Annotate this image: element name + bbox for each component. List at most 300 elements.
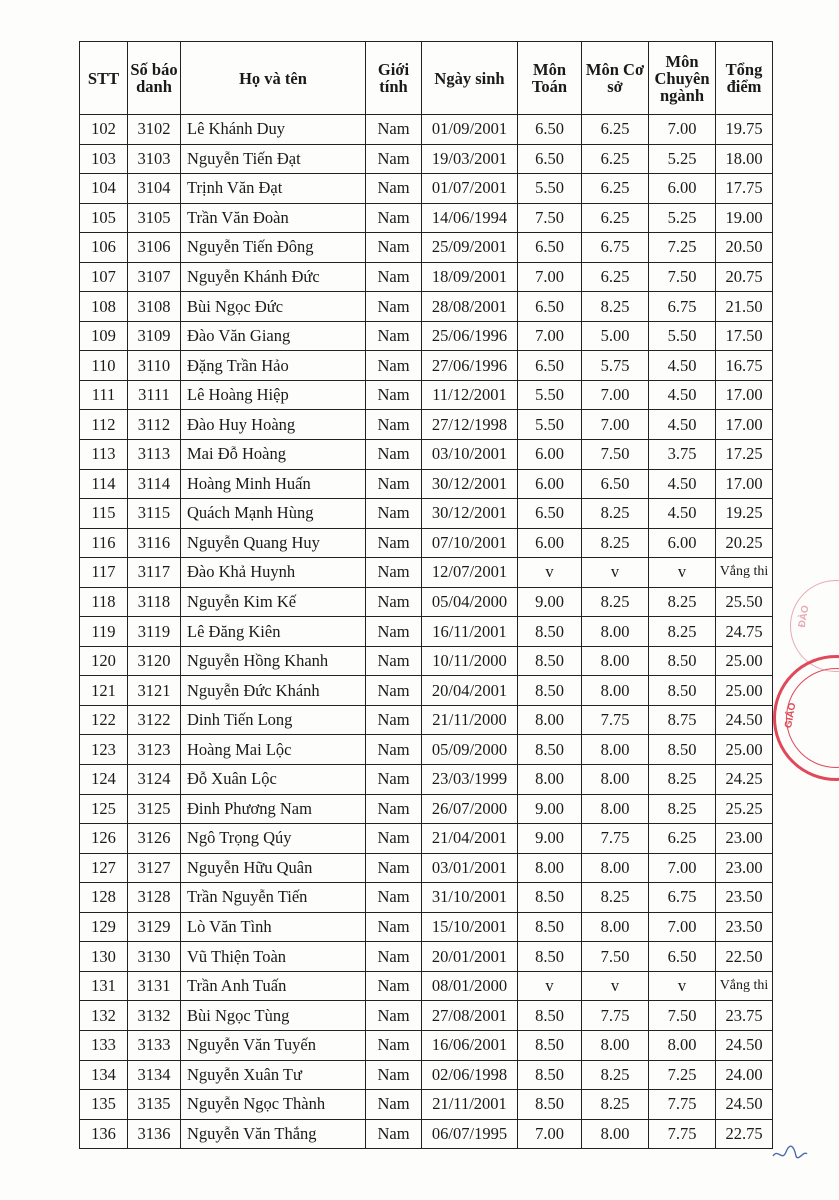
cell-sbd: 3115: [128, 499, 181, 529]
header-name: Họ và tên: [181, 42, 366, 115]
cell-total: 23.75: [716, 1001, 773, 1031]
cell-coso: 8.00: [582, 853, 649, 883]
cell-stt: 112: [80, 410, 128, 440]
cell-stt: 122: [80, 705, 128, 735]
cell-coso: 7.75: [582, 1001, 649, 1031]
cell-dob: 27/08/2001: [422, 1001, 518, 1031]
cell-name: Hoàng Mai Lộc: [181, 735, 366, 765]
cell-sbd: 3117: [128, 558, 181, 588]
cell-toan: 8.50: [518, 883, 582, 913]
cell-name: Lê Đăng Kiên: [181, 617, 366, 647]
cell-sbd: 3120: [128, 646, 181, 676]
cell-total: 19.25: [716, 499, 773, 529]
header-chuyennganh: Môn Chuyên ngành: [649, 42, 716, 115]
cell-sbd: 3113: [128, 440, 181, 470]
cell-stt: 117: [80, 558, 128, 588]
table-row: [80, 765, 773, 795]
cell-total: 25.00: [716, 676, 773, 706]
cell-dob: 19/03/2001: [422, 144, 518, 174]
cell-stt: 111: [80, 380, 128, 410]
cell-sbd: 3124: [128, 765, 181, 795]
table-body: [80, 115, 773, 1149]
cell-name: Nguyễn Đức Khánh: [181, 676, 366, 706]
cell-sbd: 3112: [128, 410, 181, 440]
header-gender: Giới tính: [366, 42, 422, 115]
cell-sbd: 3102: [128, 115, 181, 145]
cell-chuyennganh: 7.25: [649, 233, 716, 263]
cell-stt: 121: [80, 676, 128, 706]
cell-gender: Nam: [366, 321, 422, 351]
cell-toan: 8.50: [518, 617, 582, 647]
cell-total: 17.00: [716, 469, 773, 499]
table-row: [80, 115, 773, 145]
cell-dob: 03/01/2001: [422, 853, 518, 883]
cell-total: 23.00: [716, 853, 773, 883]
cell-total: 25.25: [716, 794, 773, 824]
table-row: [80, 380, 773, 410]
cell-name: Lò Văn Tình: [181, 912, 366, 942]
cell-chuyennganh: 7.75: [649, 1090, 716, 1120]
table-row: [80, 440, 773, 470]
signature-mark: [770, 1142, 810, 1164]
cell-stt: 109: [80, 321, 128, 351]
cell-stt: 133: [80, 1030, 128, 1060]
cell-stt: 107: [80, 262, 128, 292]
cell-chuyennganh: 8.50: [649, 676, 716, 706]
cell-coso: 6.25: [582, 144, 649, 174]
cell-dob: 23/03/1999: [422, 765, 518, 795]
cell-name: Hoàng Minh Huấn: [181, 469, 366, 499]
cell-name: Đinh Phương Nam: [181, 794, 366, 824]
cell-stt: 105: [80, 203, 128, 233]
cell-chuyennganh: 7.50: [649, 1001, 716, 1031]
cell-gender: Nam: [366, 587, 422, 617]
cell-total: 25.50: [716, 587, 773, 617]
cell-chuyennganh: 8.00: [649, 1030, 716, 1060]
cell-sbd: 3122: [128, 705, 181, 735]
cell-gender: Nam: [366, 144, 422, 174]
cell-toan: 6.50: [518, 499, 582, 529]
cell-sbd: 3127: [128, 853, 181, 883]
cell-toan: 9.00: [518, 794, 582, 824]
cell-dob: 31/10/2001: [422, 883, 518, 913]
cell-chuyennganh: 5.50: [649, 321, 716, 351]
cell-dob: 30/12/2001: [422, 469, 518, 499]
cell-gender: Nam: [366, 646, 422, 676]
cell-chuyennganh: 8.25: [649, 587, 716, 617]
cell-stt: 108: [80, 292, 128, 322]
table-row: [80, 853, 773, 883]
cell-toan: 6.50: [518, 233, 582, 263]
cell-gender: Nam: [366, 203, 422, 233]
cell-total: 24.75: [716, 617, 773, 647]
cell-sbd: 3123: [128, 735, 181, 765]
cell-total: Vắng thi: [716, 971, 773, 1001]
table-row: [80, 676, 773, 706]
cell-toan: 8.50: [518, 676, 582, 706]
table-row: [80, 469, 773, 499]
cell-coso: 8.25: [582, 499, 649, 529]
cell-toan: v: [518, 558, 582, 588]
cell-name: Trần Nguyễn Tiến: [181, 883, 366, 913]
cell-name: Nguyễn Khánh Đức: [181, 262, 366, 292]
cell-dob: 03/10/2001: [422, 440, 518, 470]
cell-stt: 103: [80, 144, 128, 174]
cell-gender: Nam: [366, 971, 422, 1001]
cell-chuyennganh: 7.00: [649, 115, 716, 145]
cell-toan: 6.50: [518, 292, 582, 322]
cell-coso: 5.00: [582, 321, 649, 351]
table-row: [80, 1001, 773, 1031]
cell-stt: 134: [80, 1060, 128, 1090]
table-row: [80, 262, 773, 292]
cell-chuyennganh: 4.50: [649, 351, 716, 381]
cell-dob: 08/01/2000: [422, 971, 518, 1001]
cell-sbd: 3125: [128, 794, 181, 824]
cell-stt: 129: [80, 912, 128, 942]
cell-dob: 06/07/1995: [422, 1119, 518, 1149]
cell-gender: Nam: [366, 380, 422, 410]
cell-toan: 5.50: [518, 410, 582, 440]
cell-dob: 21/11/2000: [422, 705, 518, 735]
cell-name: Nguyễn Quang Huy: [181, 528, 366, 558]
cell-dob: 05/04/2000: [422, 587, 518, 617]
header-coso: Môn Cơ sở: [582, 42, 649, 115]
cell-name: Đặng Trần Hảo: [181, 351, 366, 381]
cell-coso: 8.00: [582, 676, 649, 706]
table-row: [80, 942, 773, 972]
cell-dob: 27/12/1998: [422, 410, 518, 440]
cell-coso: 7.00: [582, 410, 649, 440]
table-row: [80, 410, 773, 440]
cell-sbd: 3135: [128, 1090, 181, 1120]
cell-dob: 14/06/1994: [422, 203, 518, 233]
table-row: [80, 646, 773, 676]
table-row: [80, 794, 773, 824]
table-row: [80, 1090, 773, 1120]
cell-total: 20.25: [716, 528, 773, 558]
cell-total: 17.00: [716, 410, 773, 440]
cell-total: 22.75: [716, 1119, 773, 1149]
cell-coso: 8.00: [582, 794, 649, 824]
cell-total: 17.25: [716, 440, 773, 470]
cell-name: Quách Mạnh Hùng: [181, 499, 366, 529]
cell-gender: Nam: [366, 292, 422, 322]
cell-stt: 126: [80, 824, 128, 854]
cell-sbd: 3121: [128, 676, 181, 706]
cell-sbd: 3108: [128, 292, 181, 322]
table-row: [80, 351, 773, 381]
cell-total: 25.00: [716, 735, 773, 765]
cell-toan: 6.00: [518, 528, 582, 558]
cell-coso: 8.00: [582, 735, 649, 765]
cell-gender: Nam: [366, 1119, 422, 1149]
cell-sbd: 3116: [128, 528, 181, 558]
cell-toan: 7.00: [518, 1119, 582, 1149]
cell-gender: Nam: [366, 558, 422, 588]
cell-chuyennganh: 5.25: [649, 144, 716, 174]
cell-stt: 120: [80, 646, 128, 676]
cell-chuyennganh: 7.50: [649, 262, 716, 292]
cell-coso: 6.50: [582, 469, 649, 499]
cell-gender: Nam: [366, 1001, 422, 1031]
table-row: [80, 883, 773, 913]
cell-dob: 25/09/2001: [422, 233, 518, 263]
cell-stt: 119: [80, 617, 128, 647]
cell-total: 24.50: [716, 1030, 773, 1060]
cell-gender: Nam: [366, 883, 422, 913]
official-stamp: [773, 655, 839, 781]
cell-name: Đào Khả Huynh: [181, 558, 366, 588]
cell-gender: Nam: [366, 853, 422, 883]
table-row: [80, 735, 773, 765]
cell-gender: Nam: [366, 794, 422, 824]
table-row: [80, 558, 773, 588]
cell-stt: 115: [80, 499, 128, 529]
table-row: [80, 1119, 773, 1149]
cell-name: Nguyễn Hữu Quân: [181, 853, 366, 883]
cell-toan: 8.50: [518, 942, 582, 972]
cell-gender: Nam: [366, 528, 422, 558]
cell-name: Trần Văn Đoàn: [181, 203, 366, 233]
cell-gender: Nam: [366, 410, 422, 440]
cell-sbd: 3130: [128, 942, 181, 972]
cell-total: 24.50: [716, 705, 773, 735]
cell-sbd: 3109: [128, 321, 181, 351]
cell-sbd: 3106: [128, 233, 181, 263]
cell-sbd: 3114: [128, 469, 181, 499]
cell-coso: 7.50: [582, 440, 649, 470]
cell-gender: Nam: [366, 469, 422, 499]
cell-total: 21.50: [716, 292, 773, 322]
cell-name: Nguyễn Xuân Tư: [181, 1060, 366, 1090]
cell-chuyennganh: 6.75: [649, 883, 716, 913]
cell-coso: 8.25: [582, 528, 649, 558]
cell-stt: 110: [80, 351, 128, 381]
cell-dob: 12/07/2001: [422, 558, 518, 588]
cell-chuyennganh: 3.75: [649, 440, 716, 470]
cell-total: 18.00: [716, 144, 773, 174]
cell-coso: 8.25: [582, 1090, 649, 1120]
table-row: [80, 499, 773, 529]
cell-stt: 132: [80, 1001, 128, 1031]
cell-toan: 9.00: [518, 824, 582, 854]
cell-stt: 104: [80, 174, 128, 204]
cell-total: 17.75: [716, 174, 773, 204]
stamp-text: GIÁO: [783, 701, 799, 730]
table-row: [80, 144, 773, 174]
cell-chuyennganh: 8.25: [649, 617, 716, 647]
cell-coso: 6.75: [582, 233, 649, 263]
cell-gender: Nam: [366, 115, 422, 145]
cell-gender: Nam: [366, 262, 422, 292]
cell-sbd: 3111: [128, 380, 181, 410]
header-sbd: Số báo danh: [128, 42, 181, 115]
cell-toan: 8.50: [518, 1090, 582, 1120]
cell-toan: v: [518, 971, 582, 1001]
cell-coso: 7.75: [582, 824, 649, 854]
cell-dob: 07/10/2001: [422, 528, 518, 558]
cell-toan: 6.50: [518, 351, 582, 381]
cell-toan: 8.00: [518, 765, 582, 795]
cell-sbd: 3103: [128, 144, 181, 174]
cell-sbd: 3128: [128, 883, 181, 913]
cell-dob: 18/09/2001: [422, 262, 518, 292]
cell-name: Nguyễn Văn Thắng: [181, 1119, 366, 1149]
cell-gender: Nam: [366, 676, 422, 706]
cell-chuyennganh: 8.50: [649, 646, 716, 676]
cell-gender: Nam: [366, 705, 422, 735]
cell-gender: Nam: [366, 233, 422, 263]
cell-sbd: 3104: [128, 174, 181, 204]
cell-chuyennganh: 4.50: [649, 410, 716, 440]
table-row: [80, 528, 773, 558]
cell-coso: 6.25: [582, 203, 649, 233]
cell-toan: 7.50: [518, 203, 582, 233]
cell-name: Đỗ Xuân Lộc: [181, 765, 366, 795]
cell-chuyennganh: 6.75: [649, 292, 716, 322]
cell-gender: Nam: [366, 824, 422, 854]
cell-coso: 5.75: [582, 351, 649, 381]
cell-stt: 113: [80, 440, 128, 470]
cell-name: Trịnh Văn Đạt: [181, 174, 366, 204]
faint-stamp-text: ĐÀO: [796, 604, 812, 629]
table-row: [80, 912, 773, 942]
cell-dob: 05/09/2000: [422, 735, 518, 765]
cell-gender: Nam: [366, 735, 422, 765]
cell-gender: Nam: [366, 499, 422, 529]
table-row: [80, 203, 773, 233]
table-row: [80, 292, 773, 322]
table-row: [80, 1060, 773, 1090]
cell-total: 20.50: [716, 233, 773, 263]
cell-sbd: 3110: [128, 351, 181, 381]
cell-name: Nguyễn Văn Tuyến: [181, 1030, 366, 1060]
cell-name: Trần Anh Tuấn: [181, 971, 366, 1001]
cell-name: Nguyễn Kim Kế: [181, 587, 366, 617]
cell-coso: 8.25: [582, 1060, 649, 1090]
cell-dob: 16/06/2001: [422, 1030, 518, 1060]
cell-sbd: 3126: [128, 824, 181, 854]
table-row: [80, 233, 773, 263]
cell-dob: 27/06/1996: [422, 351, 518, 381]
cell-total: 24.25: [716, 765, 773, 795]
cell-sbd: 3136: [128, 1119, 181, 1149]
cell-toan: 7.00: [518, 262, 582, 292]
cell-chuyennganh: 8.25: [649, 794, 716, 824]
cell-total: 23.50: [716, 883, 773, 913]
cell-sbd: 3131: [128, 971, 181, 1001]
cell-stt: 124: [80, 765, 128, 795]
cell-chuyennganh: 7.25: [649, 1060, 716, 1090]
cell-dob: 15/10/2001: [422, 912, 518, 942]
cell-total: 25.00: [716, 646, 773, 676]
cell-toan: 8.00: [518, 705, 582, 735]
cell-stt: 136: [80, 1119, 128, 1149]
cell-dob: 11/12/2001: [422, 380, 518, 410]
cell-stt: 130: [80, 942, 128, 972]
cell-dob: 01/07/2001: [422, 174, 518, 204]
cell-chuyennganh: 4.50: [649, 469, 716, 499]
table-row: [80, 705, 773, 735]
cell-coso: 7.50: [582, 942, 649, 972]
cell-toan: 5.50: [518, 380, 582, 410]
cell-dob: 20/04/2001: [422, 676, 518, 706]
cell-coso: 8.00: [582, 765, 649, 795]
cell-dob: 21/04/2001: [422, 824, 518, 854]
cell-chuyennganh: v: [649, 558, 716, 588]
cell-stt: 116: [80, 528, 128, 558]
cell-toan: 8.50: [518, 1060, 582, 1090]
cell-dob: 26/07/2000: [422, 794, 518, 824]
cell-chuyennganh: 8.25: [649, 765, 716, 795]
table-row: [80, 617, 773, 647]
cell-coso: 6.25: [582, 174, 649, 204]
cell-name: Nguyễn Ngọc Thành: [181, 1090, 366, 1120]
cell-name: Lê Hoàng Hiệp: [181, 380, 366, 410]
cell-coso: 8.00: [582, 1119, 649, 1149]
cell-chuyennganh: 6.25: [649, 824, 716, 854]
header-total: Tổng điểm: [716, 42, 773, 115]
cell-gender: Nam: [366, 1060, 422, 1090]
cell-toan: 6.50: [518, 144, 582, 174]
cell-toan: 8.50: [518, 646, 582, 676]
cell-total: 19.00: [716, 203, 773, 233]
cell-total: 22.50: [716, 942, 773, 972]
cell-coso: 6.25: [582, 115, 649, 145]
table-row: [80, 587, 773, 617]
header-dob: Ngày sinh: [422, 42, 518, 115]
cell-name: Nguyễn Tiến Đạt: [181, 144, 366, 174]
cell-name: Nguyễn Hồng Khanh: [181, 646, 366, 676]
cell-coso: 8.00: [582, 617, 649, 647]
table-row: [80, 971, 773, 1001]
cell-total: 17.50: [716, 321, 773, 351]
cell-toan: 5.50: [518, 174, 582, 204]
cell-stt: 123: [80, 735, 128, 765]
cell-gender: Nam: [366, 617, 422, 647]
cell-sbd: 3129: [128, 912, 181, 942]
cell-toan: 8.50: [518, 912, 582, 942]
cell-coso: 8.25: [582, 883, 649, 913]
cell-toan: 8.00: [518, 853, 582, 883]
cell-toan: 8.50: [518, 735, 582, 765]
cell-stt: 106: [80, 233, 128, 263]
cell-coso: 8.00: [582, 912, 649, 942]
cell-gender: Nam: [366, 1090, 422, 1120]
cell-dob: 21/11/2001: [422, 1090, 518, 1120]
cell-dob: 02/06/1998: [422, 1060, 518, 1090]
cell-total: 23.50: [716, 912, 773, 942]
table-row: [80, 1030, 773, 1060]
cell-name: Lê Khánh Duy: [181, 115, 366, 145]
cell-name: Vũ Thiện Toàn: [181, 942, 366, 972]
cell-dob: 16/11/2001: [422, 617, 518, 647]
score-table: [79, 41, 773, 1149]
cell-name: Bùi Ngọc Tùng: [181, 1001, 366, 1031]
cell-toan: 7.00: [518, 321, 582, 351]
cell-gender: Nam: [366, 912, 422, 942]
cell-name: Đào Văn Giang: [181, 321, 366, 351]
cell-sbd: 3133: [128, 1030, 181, 1060]
cell-dob: 28/08/2001: [422, 292, 518, 322]
cell-gender: Nam: [366, 942, 422, 972]
cell-chuyennganh: 4.50: [649, 499, 716, 529]
cell-toan: 8.50: [518, 1001, 582, 1031]
cell-sbd: 3118: [128, 587, 181, 617]
cell-dob: 01/09/2001: [422, 115, 518, 145]
table-row: [80, 824, 773, 854]
